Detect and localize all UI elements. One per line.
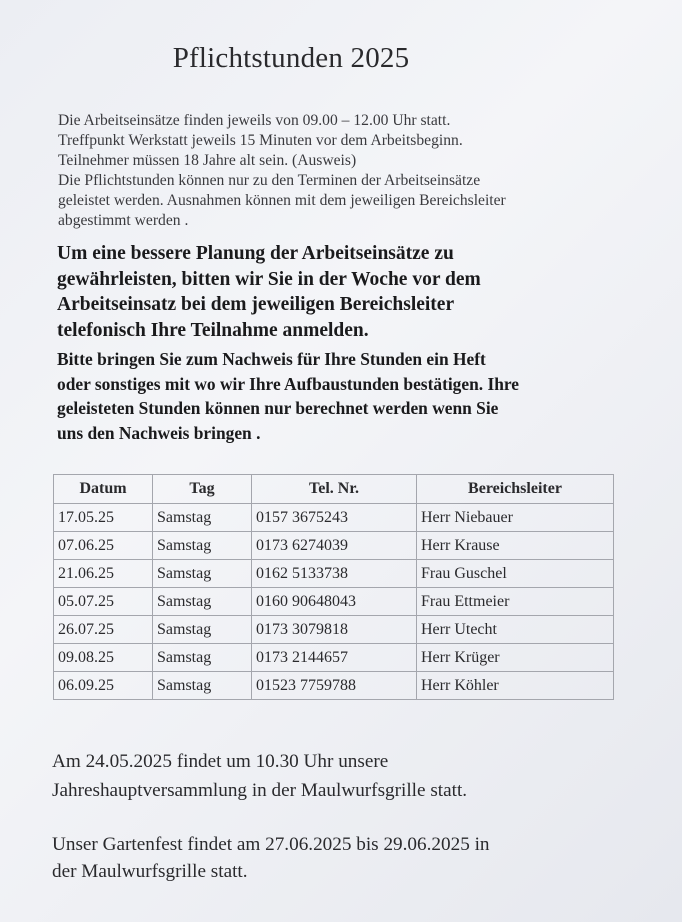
page-title-text: Pflichtstunden 2025: [172, 42, 410, 74]
intro-line: geleistet werden. Ausnahmen können mit dem jeweiligen Bereichsleiter: [58, 192, 506, 209]
cell-tag: Samstag: [153, 504, 252, 532]
notice-line: Um eine bessere Planung der Arbeitseinsätze zu: [57, 243, 454, 264]
intro-paragraph: [58, 111, 618, 231]
proof-line: Bitte bringen Sie zum Nachweis für Ihre Stunden ein Heft: [57, 349, 486, 369]
cell-tel: 01523 7759788: [252, 672, 417, 700]
header-bereichsleiter: Bereichsleiter: [417, 475, 614, 504]
intro-line: Treffpunkt Werkstatt jeweils 15 Minuten vor dem Arbeitsbeginn.: [58, 132, 463, 149]
cell-tag: Samstag: [153, 588, 252, 616]
assembly-line: Jahreshauptversammlung in der Maulwurfsgrille statt.: [52, 780, 468, 801]
cell-leiter: Herr Utecht: [417, 616, 614, 644]
cell-datum: 07.06.25: [54, 532, 153, 560]
garden-party-announcement: [52, 831, 652, 885]
header-tag: Tag: [153, 475, 252, 504]
cell-datum: 17.05.25: [54, 504, 153, 532]
cell-leiter: Herr Krause: [417, 532, 614, 560]
cell-tag: Samstag: [153, 560, 252, 588]
notice-line: Arbeitseinsatz bei dem jeweiligen Bereichsleiter: [57, 294, 455, 315]
proof-notice: [57, 347, 657, 445]
table-row: [54, 616, 614, 644]
notice-line: gewährleisten, bitten wir Sie in der Woche vor dem: [57, 268, 481, 290]
assembly-line: Am 24.05.2025 findet um 10.30 Uhr unsere: [52, 751, 389, 772]
cell-tag: Samstag: [153, 616, 252, 644]
table-row: [54, 560, 614, 588]
cell-datum: 21.06.25: [54, 560, 153, 588]
table-row: [54, 644, 614, 672]
cell-tel: 0160 90648043: [252, 588, 417, 616]
cell-datum: 05.07.25: [54, 588, 153, 616]
party-line: der Maulwurfsgrille statt.: [52, 861, 248, 882]
assembly-announcement: [52, 747, 652, 805]
table-row: [54, 672, 614, 700]
cell-leiter: Herr Krüger: [417, 644, 614, 672]
proof-line: geleisteten Stunden können nur berechnet werden wenn Sie: [57, 398, 499, 418]
proof-line: oder sonstiges mit wo wir Ihre Aufbaustunden bestätigen. Ihre: [57, 373, 520, 394]
cell-tel: 0157 3675243: [252, 504, 417, 532]
cell-tel: 0162 5133738: [252, 560, 417, 588]
intro-line: abgestimmt werden .: [58, 212, 189, 229]
cell-leiter: Herr Köhler: [417, 672, 614, 700]
table-row: [54, 504, 614, 532]
cell-leiter: Frau Ettmeier: [417, 588, 614, 616]
header-datum: Datum: [54, 475, 153, 504]
schedule-table: [53, 474, 614, 700]
party-line: Unser Gartenfest findet am 27.06.2025 bis 29.06.2025 in: [52, 834, 490, 855]
cell-tel: 0173 2144657: [252, 644, 417, 672]
cell-tag: Samstag: [153, 532, 252, 560]
intro-line: Teilnehmer müssen 18 Jahre alt sein. (Ausweis): [58, 152, 357, 169]
table-row: [54, 532, 614, 560]
cell-leiter: Frau Guschel: [417, 560, 614, 588]
cell-tag: Samstag: [153, 644, 252, 672]
cell-datum: 06.09.25: [54, 672, 153, 700]
header-tel: Tel. Nr.: [252, 475, 417, 504]
table-header-row: [54, 475, 614, 504]
registration-notice: [57, 241, 647, 343]
intro-line: Die Arbeitseinsätze finden jeweils von 09.00 – 12.00 Uhr statt.: [58, 112, 451, 129]
intro-line: Die Pflichtstunden können nur zu den Terminen der Arbeitseinsätze: [58, 172, 481, 189]
cell-tag: Samstag: [153, 672, 252, 700]
cell-datum: 26.07.25: [54, 616, 153, 644]
cell-leiter: Herr Niebauer: [417, 504, 614, 532]
page-title: [0, 42, 682, 75]
cell-datum: 09.08.25: [54, 644, 153, 672]
cell-tel: 0173 6274039: [252, 532, 417, 560]
cell-tel: 0173 3079818: [252, 616, 417, 644]
table-row: [54, 588, 614, 616]
notice-line: telefonisch Ihre Teilnahme anmelden.: [57, 319, 369, 341]
proof-line: uns den Nachweis bringen .: [57, 422, 261, 443]
